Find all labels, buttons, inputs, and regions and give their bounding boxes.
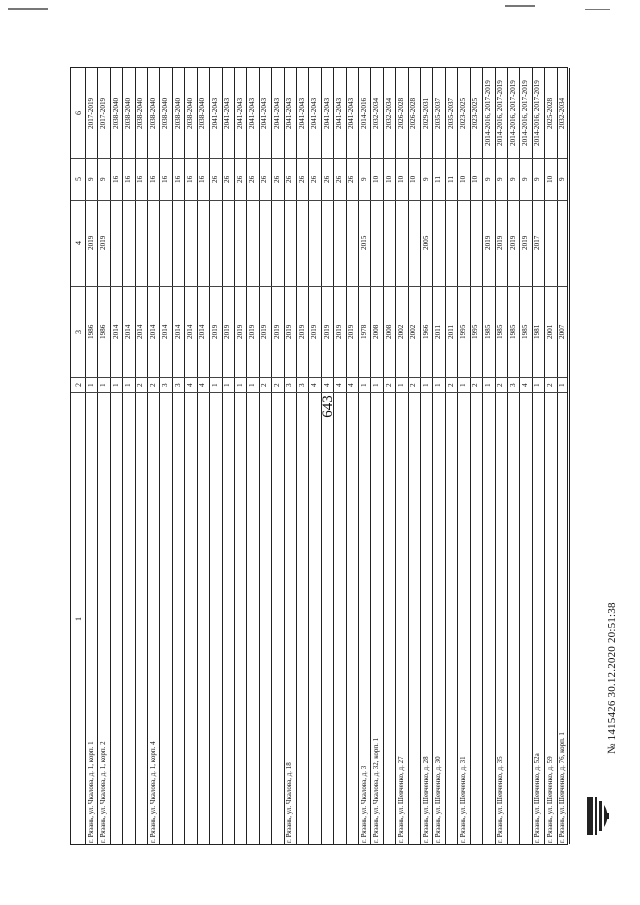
year-built-cell: 2019 xyxy=(334,324,343,339)
housing-table xyxy=(70,67,568,845)
row-separator xyxy=(184,68,185,844)
period-cell: 2041-2043 xyxy=(322,97,331,129)
entrance-cell: 4 xyxy=(322,382,331,387)
floors-cell: 26 xyxy=(347,175,356,183)
period-cell: 2029-2031 xyxy=(421,97,430,129)
entrance-cell: 1 xyxy=(483,382,492,387)
scan-artifact xyxy=(8,8,48,10)
year-built-cell: 2001 xyxy=(545,324,554,339)
entrance-cell: 2 xyxy=(496,382,505,387)
floors-cell: 26 xyxy=(285,175,294,183)
floors-cell: 10 xyxy=(384,175,393,183)
address-cell: г. Рязань, ул. Шевченко, д. 52а xyxy=(533,753,542,843)
floors-cell: 10 xyxy=(396,175,405,183)
period-cell: 2041-2043 xyxy=(310,97,319,129)
column-separator xyxy=(71,200,567,201)
row-separator xyxy=(284,68,285,844)
row-separator xyxy=(507,68,508,844)
entrance-cell: 2 xyxy=(148,382,157,387)
entrance-cell: 2 xyxy=(272,382,281,387)
row-separator xyxy=(197,68,198,844)
year-built-cell: 1985 xyxy=(496,324,505,339)
entrance-cell: 1 xyxy=(372,382,381,387)
period-cell: 2017-2019 xyxy=(86,97,95,129)
period-cell: 2041-2043 xyxy=(272,97,281,129)
row-separator xyxy=(333,68,334,844)
floors-cell: 16 xyxy=(148,175,157,183)
floors-cell: 16 xyxy=(198,175,207,183)
floors-cell: 9 xyxy=(521,177,530,181)
address-cell: г. Рязань, ул. Чкалова, д. 1, корп. 4 xyxy=(148,741,157,843)
year-built-cell: 2019 xyxy=(285,324,294,339)
period-cell: 2035-2037 xyxy=(446,97,455,129)
row-separator xyxy=(457,68,458,844)
year-built-cell: 2008 xyxy=(372,324,381,339)
address-cell: г. Рязань, ул. Шевченко, д. 28 xyxy=(421,756,430,843)
row-separator xyxy=(321,68,322,844)
year-built-cell: 2019 xyxy=(297,324,306,339)
row-separator xyxy=(222,68,223,844)
entrance-cell: 3 xyxy=(161,382,170,387)
floors-cell: 26 xyxy=(260,175,269,183)
column-separator xyxy=(71,377,567,378)
row-separator xyxy=(383,68,384,844)
row-separator xyxy=(532,68,533,844)
floors-cell: 26 xyxy=(223,175,232,183)
registry-logo xyxy=(585,791,611,841)
floors-cell: 26 xyxy=(248,175,257,183)
period-cell: 2038-2040 xyxy=(123,97,132,129)
row-separator xyxy=(432,68,433,844)
floors-cell: 16 xyxy=(123,175,132,183)
repair-year-cell: 2017 xyxy=(533,235,542,250)
entrance-cell: 4 xyxy=(185,382,194,387)
repair-year-cell: 2019 xyxy=(483,235,492,250)
row-separator xyxy=(246,68,247,844)
period-cell: 2041-2043 xyxy=(223,97,232,129)
document-stamp: № 1415426 30.12.2020 20:51:38 xyxy=(606,602,618,754)
period-cell: 2041-2043 xyxy=(260,97,269,129)
row-separator xyxy=(544,68,545,844)
entrance-cell: 4 xyxy=(334,382,343,387)
entrance-cell: 2 xyxy=(409,382,418,387)
period-cell: 2014-2016, 2017-2019 xyxy=(508,80,517,146)
row-separator xyxy=(271,68,272,844)
floors-cell: 26 xyxy=(322,175,331,183)
entrance-cell: 2 xyxy=(446,382,455,387)
year-built-cell: 2011 xyxy=(434,324,443,339)
period-cell: 2038-2040 xyxy=(111,97,120,129)
row-separator xyxy=(110,68,111,844)
entrance-cell: 2 xyxy=(545,382,554,387)
year-built-cell: 2019 xyxy=(347,324,356,339)
row-separator xyxy=(346,68,347,844)
address-cell: г. Рязань, ул. Шевченко, д. 35 xyxy=(496,756,505,843)
entrance-cell: 1 xyxy=(86,382,95,387)
floors-cell: 9 xyxy=(99,177,108,181)
year-built-cell: 2019 xyxy=(272,324,281,339)
entrance-cell: 4 xyxy=(198,382,207,387)
year-built-cell: 2019 xyxy=(223,324,232,339)
year-built-cell: 1995 xyxy=(459,324,467,339)
column-number-6: 6 xyxy=(73,111,83,115)
period-cell: 2041-2043 xyxy=(347,97,356,129)
entrance-cell: 1 xyxy=(223,382,232,387)
year-built-cell: 1981 xyxy=(533,324,542,339)
floors-cell: 9 xyxy=(508,177,517,181)
period-cell: 2014-2016, 2017-2019 xyxy=(496,80,505,146)
year-built-cell: 1966 xyxy=(421,324,430,339)
floors-cell: 9 xyxy=(359,177,368,181)
row-separator xyxy=(370,68,371,844)
entrance-cell: 3 xyxy=(173,382,182,387)
row-separator xyxy=(259,68,260,844)
year-built-cell: 2019 xyxy=(310,324,319,339)
period-cell: 2041-2043 xyxy=(297,97,306,129)
entrance-cell: 4 xyxy=(347,382,356,387)
year-built-cell: 2014 xyxy=(173,324,182,339)
row-separator xyxy=(147,68,148,844)
floors-cell: 9 xyxy=(533,177,542,181)
floors-cell: 26 xyxy=(235,175,244,183)
period-cell: 2038-2040 xyxy=(148,97,157,129)
year-built-cell: 2014 xyxy=(136,324,145,339)
entrance-cell: 1 xyxy=(235,382,244,387)
year-built-cell: 2011 xyxy=(446,324,455,339)
year-built-cell: 2008 xyxy=(384,324,393,339)
floors-cell: 9 xyxy=(483,177,492,181)
floors-cell: 16 xyxy=(161,175,170,183)
entrance-cell: 1 xyxy=(459,382,467,387)
year-built-cell: 2007 xyxy=(558,324,567,339)
floors-cell: 9 xyxy=(496,177,505,181)
entrance-cell: 3 xyxy=(285,382,294,387)
row-separator xyxy=(482,68,483,844)
entrance-cell: 1 xyxy=(396,382,405,387)
entrance-cell: 1 xyxy=(434,382,443,387)
period-cell: 2041-2043 xyxy=(334,97,343,129)
entrance-cell: 4 xyxy=(521,382,530,387)
row-separator xyxy=(470,68,471,844)
period-cell: 2038-2040 xyxy=(173,97,182,129)
floors-cell: 11 xyxy=(446,175,455,183)
period-cell: 2025-2028 xyxy=(545,97,554,129)
year-built-cell: 2019 xyxy=(235,324,244,339)
year-built-cell: 2002 xyxy=(409,324,418,339)
column-separator xyxy=(71,158,567,159)
entrance-cell: 2 xyxy=(471,382,480,387)
address-cell: г. Рязань, ул. Чкалова, д. 18 xyxy=(285,762,294,843)
floors-cell: 16 xyxy=(111,175,120,183)
year-built-cell: 2019 xyxy=(322,324,331,339)
floors-cell: 16 xyxy=(173,175,182,183)
address-cell: г. Рязань, ул. Чкалова, д. 32, корп. 1 xyxy=(372,737,381,843)
period-cell: 2032-2034 xyxy=(558,97,567,129)
column-separator xyxy=(71,392,567,393)
entrance-cell: 2 xyxy=(136,382,145,387)
row-separator xyxy=(519,68,520,844)
year-built-cell: 1986 xyxy=(99,324,108,339)
floors-cell: 16 xyxy=(136,175,145,183)
year-built-cell: 2019 xyxy=(260,324,269,339)
floors-cell: 26 xyxy=(210,175,219,183)
period-cell: 2041-2043 xyxy=(248,97,257,129)
year-built-cell: 1978 xyxy=(359,324,368,339)
entrance-cell: 1 xyxy=(111,382,120,387)
year-built-cell: 2014 xyxy=(148,324,157,339)
entrance-cell: 4 xyxy=(310,382,319,387)
year-built-cell: 1985 xyxy=(508,324,517,339)
row-separator xyxy=(445,68,446,844)
year-built-cell: 1985 xyxy=(521,324,530,339)
period-cell: 2023-2025 xyxy=(459,97,467,129)
row-separator xyxy=(408,68,409,844)
entrance-cell: 1 xyxy=(248,382,257,387)
period-cell: 2014-2016, 2017-2019 xyxy=(521,80,530,146)
floors-cell: 26 xyxy=(297,175,306,183)
floors-cell: 16 xyxy=(185,175,194,183)
repair-year-cell: 2019 xyxy=(496,235,505,250)
entrance-cell: 1 xyxy=(533,382,542,387)
period-cell: 2023-2025 xyxy=(471,97,480,129)
row-separator xyxy=(358,68,359,844)
period-cell: 2014-2016, 2017-2019 xyxy=(483,80,492,146)
column-number-4: 4 xyxy=(73,241,83,245)
entrance-cell: 1 xyxy=(210,382,219,387)
period-cell: 2038-2040 xyxy=(198,97,207,129)
floors-cell: 9 xyxy=(421,177,430,181)
row-separator xyxy=(97,68,98,844)
row-separator xyxy=(296,68,297,844)
period-cell: 2038-2040 xyxy=(161,97,170,129)
period-cell: 2041-2043 xyxy=(210,97,219,129)
address-cell: г. Рязань, ул. Шевченко, д. 27 xyxy=(396,756,405,843)
period-cell: 2038-2040 xyxy=(185,97,194,129)
entrance-cell: 3 xyxy=(297,382,306,387)
floors-cell: 9 xyxy=(558,177,567,181)
row-separator xyxy=(209,68,210,844)
row-separator xyxy=(420,68,421,844)
entrance-cell: 1 xyxy=(359,382,368,387)
column-number-3: 3 xyxy=(73,329,83,334)
row-separator xyxy=(234,68,235,844)
period-cell: 2041-2043 xyxy=(285,97,294,129)
row-separator xyxy=(159,68,160,844)
row-separator xyxy=(122,68,123,844)
column-separator xyxy=(71,286,567,287)
floors-cell: 9 xyxy=(86,177,95,181)
year-built-cell: 2014 xyxy=(123,324,132,339)
repair-year-cell: 2019 xyxy=(521,235,530,250)
period-cell: 2014-2016 xyxy=(359,97,368,129)
year-built-cell: 2002 xyxy=(396,324,405,339)
year-built-cell: 1995 xyxy=(471,324,480,339)
address-cell: г. Рязань, ул. Чкалова, д. 1, корп. 2 xyxy=(99,741,108,843)
row-separator xyxy=(308,68,309,844)
entrance-cell: 1 xyxy=(123,382,132,387)
row-separator xyxy=(172,68,173,844)
period-cell: 2014-2016, 2017-2019 xyxy=(533,80,542,146)
column-number-2: 2 xyxy=(73,382,83,387)
period-cell: 2032-2034 xyxy=(384,97,393,129)
column-number-5: 5 xyxy=(73,177,83,181)
row-separator xyxy=(395,68,396,844)
year-built-cell: 2019 xyxy=(248,324,257,339)
year-built-cell: 2019 xyxy=(210,324,219,339)
floors-cell: 26 xyxy=(334,175,343,183)
row-separator xyxy=(569,68,570,844)
row-separator xyxy=(557,68,558,844)
scan-artifact xyxy=(505,5,535,7)
floors-cell: 10 xyxy=(545,175,554,183)
period-cell: 2032-2034 xyxy=(372,97,381,129)
year-built-cell: 2014 xyxy=(198,324,207,339)
period-cell: 2041-2043 xyxy=(235,97,244,129)
period-cell: 2026-2028 xyxy=(409,97,418,129)
address-cell: г. Рязань, ул. Шевченко, д. 59 xyxy=(545,756,554,843)
entrance-cell: 2 xyxy=(260,382,269,387)
column-number-1: 1 xyxy=(73,617,83,621)
repair-year-cell: 2005 xyxy=(421,235,430,250)
year-built-cell: 2014 xyxy=(161,324,170,339)
period-cell: 2017-2019 xyxy=(99,97,108,129)
entrance-cell: 3 xyxy=(508,382,517,387)
floors-cell: 11 xyxy=(434,175,443,183)
floors-cell: 10 xyxy=(459,175,467,183)
floors-cell: 26 xyxy=(272,175,281,183)
address-cell: г. Рязань, ул. Чкалова, д. 1, корп. 1 xyxy=(86,741,95,843)
scan-artifact xyxy=(585,9,610,10)
address-cell: г. Рязань, ул. Шевченко, д. 76, корп. 1 xyxy=(558,732,567,843)
period-cell: 2035-2037 xyxy=(434,97,443,129)
floors-cell: 26 xyxy=(310,175,319,183)
repair-year-cell: 2019 xyxy=(86,235,95,250)
entrance-cell: 1 xyxy=(99,382,108,387)
year-built-cell: 2014 xyxy=(185,324,194,339)
repair-year-cell: 2015 xyxy=(359,235,368,250)
header-separator xyxy=(85,68,86,844)
year-built-cell: 1985 xyxy=(483,324,492,339)
page-number: 643 xyxy=(319,395,336,418)
period-cell: 2026-2028 xyxy=(396,97,405,129)
row-separator xyxy=(135,68,136,844)
address-cell: г. Рязань, ул. Шевченко, д. 31 xyxy=(459,756,467,843)
entrance-cell: 1 xyxy=(558,382,567,387)
entrance-cell: 2 xyxy=(384,382,393,387)
floors-cell: 10 xyxy=(409,175,418,183)
address-cell: г. Рязань, ул. Чкалова, д. 3 xyxy=(359,765,368,843)
floors-cell: 10 xyxy=(372,175,381,183)
floors-cell: 10 xyxy=(471,175,480,183)
row-separator xyxy=(495,68,496,844)
repair-year-cell: 2019 xyxy=(508,235,517,250)
year-built-cell: 1986 xyxy=(86,324,95,339)
entrance-cell: 1 xyxy=(421,382,430,387)
address-cell: г. Рязань, ул. Шевченко, д. 30 xyxy=(434,756,443,843)
year-built-cell: 2014 xyxy=(111,324,120,339)
period-cell: 2038-2040 xyxy=(136,97,145,129)
repair-year-cell: 2019 xyxy=(99,235,108,250)
